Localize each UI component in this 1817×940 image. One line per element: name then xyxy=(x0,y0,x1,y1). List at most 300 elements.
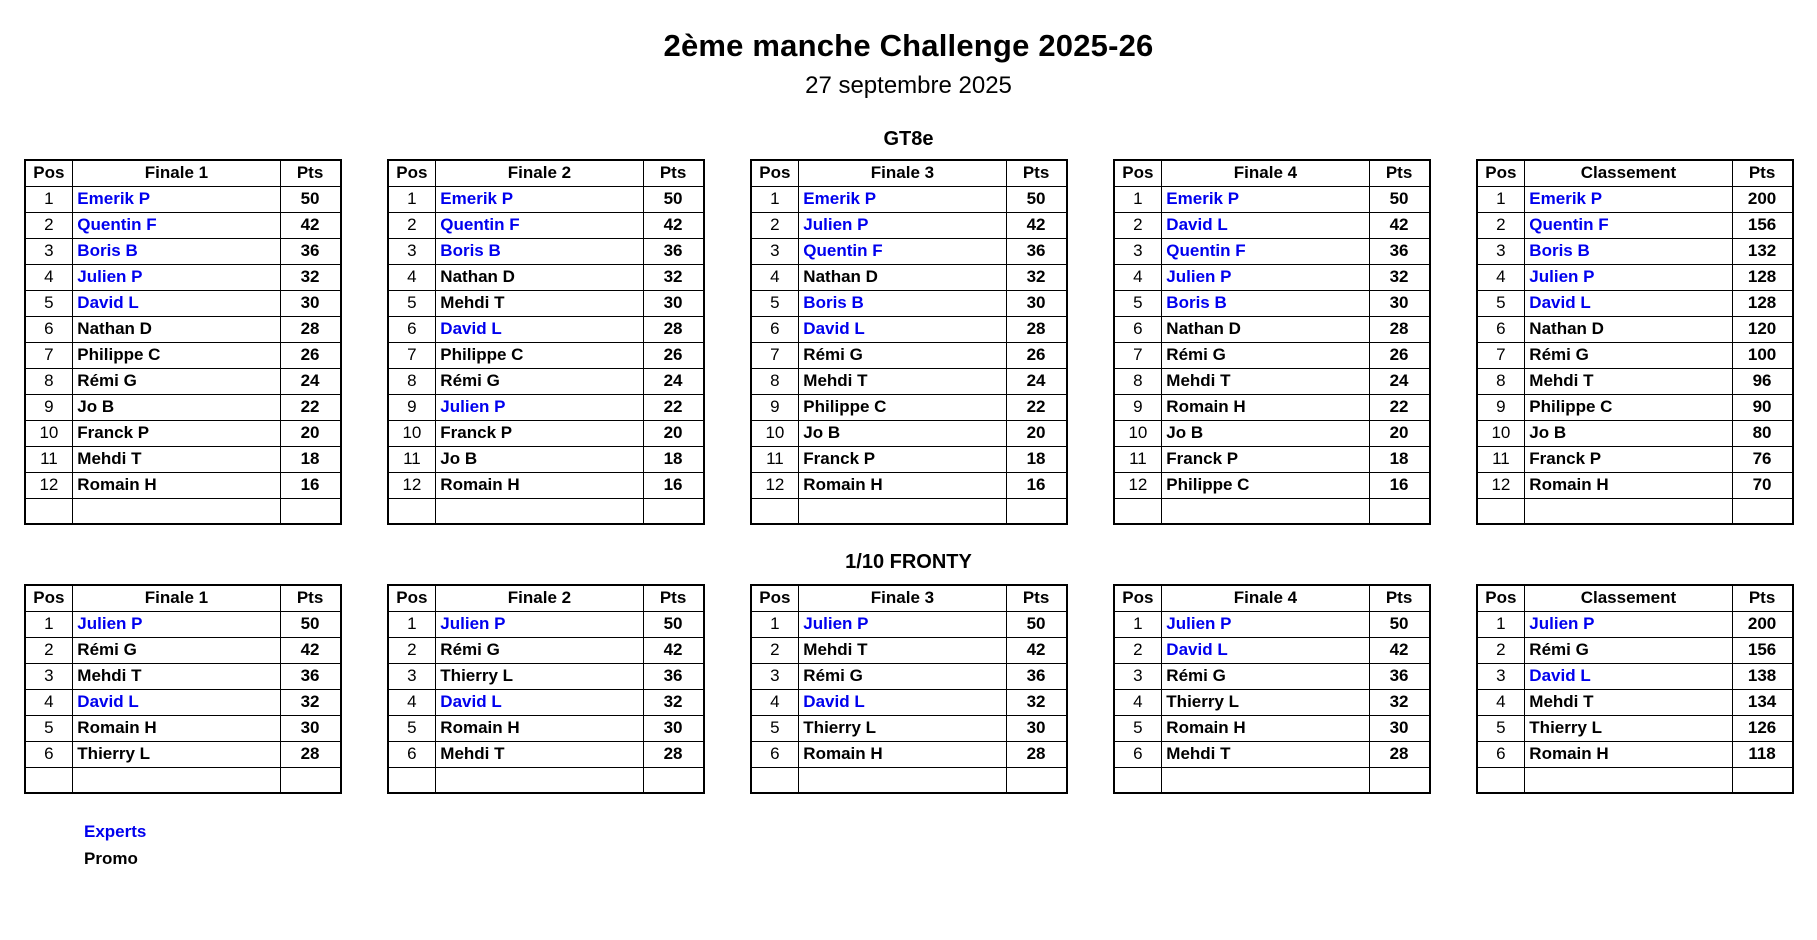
column-header-title: Finale 2 xyxy=(436,585,643,611)
cell-driver-name: Mehdi T xyxy=(1525,689,1732,715)
column-header-title: Finale 4 xyxy=(1162,585,1369,611)
cell-points: 26 xyxy=(280,342,340,368)
cell-driver-name: David L xyxy=(73,290,280,316)
cell-driver-name: Mehdi T xyxy=(1525,368,1732,394)
cell-empty xyxy=(1162,767,1369,793)
cell-empty xyxy=(280,498,340,524)
table-row xyxy=(388,186,704,212)
table-row xyxy=(25,420,341,446)
table-row xyxy=(1114,186,1430,212)
cell-driver-name: Rémi G xyxy=(1525,637,1732,663)
table-spacer-row xyxy=(25,767,341,793)
cell-driver-name: Julien P xyxy=(436,611,643,637)
cell-points: 28 xyxy=(280,741,340,767)
table-row xyxy=(25,212,341,238)
cell-points: 36 xyxy=(280,238,340,264)
cell-points: 32 xyxy=(1369,264,1429,290)
cell-position: 6 xyxy=(388,741,436,767)
cell-position: 3 xyxy=(751,663,799,689)
table-row xyxy=(388,689,704,715)
column-header-title: Classement xyxy=(1525,160,1732,186)
cell-position: 4 xyxy=(751,689,799,715)
cell-position: 5 xyxy=(388,715,436,741)
cell-points: 26 xyxy=(1369,342,1429,368)
cell-driver-name: Nathan D xyxy=(799,264,1006,290)
cell-position: 8 xyxy=(388,368,436,394)
table-row xyxy=(751,368,1067,394)
cell-driver-name: Romain H xyxy=(436,715,643,741)
table-row xyxy=(751,637,1067,663)
cell-position: 1 xyxy=(388,186,436,212)
cell-points: 50 xyxy=(1006,611,1066,637)
cell-points: 138 xyxy=(1732,663,1792,689)
table-header-row xyxy=(388,585,704,611)
cell-driver-name: Philippe C xyxy=(1162,472,1369,498)
cell-position: 9 xyxy=(1477,394,1525,420)
column-header-pts: Pts xyxy=(1369,160,1429,186)
column-header-pos: Pos xyxy=(25,160,73,186)
cell-points: 36 xyxy=(1369,663,1429,689)
column-header-pts: Pts xyxy=(280,160,340,186)
cell-driver-name: Boris B xyxy=(799,290,1006,316)
cell-points: 32 xyxy=(280,689,340,715)
table-row xyxy=(388,342,704,368)
cell-position: 2 xyxy=(1477,637,1525,663)
cell-empty xyxy=(388,767,436,793)
cell-empty xyxy=(1525,767,1732,793)
table-header-row xyxy=(1477,160,1793,186)
cell-empty xyxy=(1006,767,1066,793)
cell-points: 20 xyxy=(1006,420,1066,446)
cell-position: 11 xyxy=(388,446,436,472)
cell-driver-name: Mehdi T xyxy=(799,368,1006,394)
cell-position: 5 xyxy=(1477,290,1525,316)
column-header-title: Classement xyxy=(1525,585,1732,611)
cell-position: 8 xyxy=(25,368,73,394)
cell-points: 36 xyxy=(643,238,703,264)
cell-driver-name: Mehdi T xyxy=(73,663,280,689)
cell-points: 42 xyxy=(1369,212,1429,238)
cell-driver-name: Romain H xyxy=(1162,394,1369,420)
cell-empty xyxy=(1369,767,1429,793)
cell-driver-name: Romain H xyxy=(1525,741,1732,767)
tables-row-fronty xyxy=(0,584,1817,794)
cell-points: 30 xyxy=(280,715,340,741)
cell-driver-name: Romain H xyxy=(73,472,280,498)
cell-driver-name: David L xyxy=(436,316,643,342)
table-row xyxy=(751,186,1067,212)
cell-position: 5 xyxy=(388,290,436,316)
cell-empty xyxy=(25,767,73,793)
cell-driver-name: Thierry L xyxy=(1162,689,1369,715)
cell-driver-name: Jo B xyxy=(73,394,280,420)
cell-points: 50 xyxy=(280,611,340,637)
cell-points: 32 xyxy=(1006,689,1066,715)
table-row xyxy=(751,394,1067,420)
cell-position: 7 xyxy=(1477,342,1525,368)
table-spacer-row xyxy=(388,767,704,793)
section-title-gt8e: GT8e xyxy=(883,128,934,150)
cell-points: 22 xyxy=(643,394,703,420)
table-header-row xyxy=(751,585,1067,611)
cell-position: 5 xyxy=(751,715,799,741)
table-row xyxy=(388,715,704,741)
table-row xyxy=(751,472,1067,498)
cell-position: 4 xyxy=(25,689,73,715)
cell-empty xyxy=(436,498,643,524)
cell-position: 10 xyxy=(388,420,436,446)
table-row xyxy=(751,715,1067,741)
table-spacer-row xyxy=(1114,767,1430,793)
cell-driver-name: David L xyxy=(1525,290,1732,316)
cell-position: 9 xyxy=(751,394,799,420)
cell-position: 2 xyxy=(388,212,436,238)
table-row xyxy=(751,741,1067,767)
cell-driver-name: Philippe C xyxy=(436,342,643,368)
table-row xyxy=(1114,212,1430,238)
legend-promo: Promo xyxy=(84,848,138,868)
cell-points: 24 xyxy=(1006,368,1066,394)
cell-position: 4 xyxy=(1114,264,1162,290)
table-spacer-row xyxy=(388,498,704,524)
cell-position: 1 xyxy=(751,611,799,637)
table-header-row xyxy=(1114,160,1430,186)
cell-driver-name: Rémi G xyxy=(73,368,280,394)
table-row xyxy=(25,689,341,715)
table-row xyxy=(1477,637,1793,663)
cell-points: 20 xyxy=(280,420,340,446)
cell-driver-name: Boris B xyxy=(1525,238,1732,264)
cell-driver-name: Emerik P xyxy=(1162,186,1369,212)
cell-driver-name: David L xyxy=(799,316,1006,342)
table-row xyxy=(1114,394,1430,420)
cell-driver-name: Emerik P xyxy=(73,186,280,212)
cell-driver-name: Rémi G xyxy=(436,637,643,663)
table-row xyxy=(751,420,1067,446)
table-row xyxy=(1477,290,1793,316)
results-page xyxy=(0,28,1817,940)
cell-points: 134 xyxy=(1732,689,1792,715)
cell-points: 42 xyxy=(1006,637,1066,663)
cell-position: 12 xyxy=(751,472,799,498)
cell-position: 7 xyxy=(388,342,436,368)
cell-position: 2 xyxy=(25,212,73,238)
cell-driver-name: Emerik P xyxy=(1525,186,1732,212)
table-row xyxy=(751,212,1067,238)
table-row xyxy=(1114,663,1430,689)
cell-position: 3 xyxy=(751,238,799,264)
legend xyxy=(0,820,1817,871)
table-row xyxy=(25,663,341,689)
cell-position: 5 xyxy=(25,715,73,741)
cell-driver-name: Franck P xyxy=(436,420,643,446)
cell-points: 16 xyxy=(1369,472,1429,498)
cell-empty xyxy=(73,498,280,524)
cell-points: 50 xyxy=(1369,611,1429,637)
table-header-row xyxy=(388,160,704,186)
table-row xyxy=(1477,741,1793,767)
cell-driver-name: Emerik P xyxy=(799,186,1006,212)
table-row xyxy=(388,394,704,420)
table-row xyxy=(1477,394,1793,420)
column-header-pos: Pos xyxy=(1114,160,1162,186)
cell-position: 3 xyxy=(25,663,73,689)
table-row xyxy=(388,637,704,663)
table-row xyxy=(751,264,1067,290)
cell-driver-name: Nathan D xyxy=(1162,316,1369,342)
cell-position: 5 xyxy=(1477,715,1525,741)
table-row xyxy=(25,186,341,212)
cell-position: 6 xyxy=(1114,316,1162,342)
cell-points: 128 xyxy=(1732,264,1792,290)
cell-driver-name: Romain H xyxy=(799,741,1006,767)
column-header-pts: Pts xyxy=(1732,585,1792,611)
results-table xyxy=(1113,584,1431,794)
cell-empty xyxy=(1477,498,1525,524)
cell-position: 3 xyxy=(1477,238,1525,264)
cell-driver-name: David L xyxy=(799,689,1006,715)
cell-driver-name: Nathan D xyxy=(436,264,643,290)
cell-points: 30 xyxy=(1006,290,1066,316)
cell-points: 70 xyxy=(1732,472,1792,498)
results-table xyxy=(1476,159,1794,525)
cell-points: 32 xyxy=(643,264,703,290)
cell-points: 26 xyxy=(643,342,703,368)
cell-position: 3 xyxy=(388,663,436,689)
table-row xyxy=(1114,420,1430,446)
table-row xyxy=(1114,611,1430,637)
cell-driver-name: Rémi G xyxy=(799,663,1006,689)
cell-points: 18 xyxy=(643,446,703,472)
column-header-title: Finale 2 xyxy=(436,160,643,186)
column-header-pts: Pts xyxy=(643,585,703,611)
table-row xyxy=(1114,472,1430,498)
table-row xyxy=(388,368,704,394)
cell-driver-name: Quentin F xyxy=(1162,238,1369,264)
cell-driver-name: Boris B xyxy=(73,238,280,264)
cell-position: 3 xyxy=(1114,663,1162,689)
cell-position: 6 xyxy=(1477,316,1525,342)
column-header-pts: Pts xyxy=(1732,160,1792,186)
cell-position: 4 xyxy=(388,689,436,715)
cell-points: 28 xyxy=(643,316,703,342)
cell-points: 32 xyxy=(1369,689,1429,715)
column-header-pos: Pos xyxy=(1477,585,1525,611)
results-table xyxy=(24,584,342,794)
cell-position: 9 xyxy=(25,394,73,420)
table-row xyxy=(1114,689,1430,715)
cell-driver-name: Julien P xyxy=(73,264,280,290)
cell-position: 11 xyxy=(1477,446,1525,472)
table-row xyxy=(1477,212,1793,238)
cell-position: 1 xyxy=(388,611,436,637)
cell-empty xyxy=(799,498,1006,524)
cell-position: 6 xyxy=(751,316,799,342)
cell-points: 32 xyxy=(1006,264,1066,290)
table-spacer-row xyxy=(751,498,1067,524)
cell-driver-name: Philippe C xyxy=(799,394,1006,420)
cell-driver-name: Julien P xyxy=(1162,611,1369,637)
cell-position: 2 xyxy=(1114,212,1162,238)
cell-points: 36 xyxy=(1006,238,1066,264)
table-row xyxy=(25,394,341,420)
cell-points: 30 xyxy=(1006,715,1066,741)
cell-position: 4 xyxy=(1477,264,1525,290)
cell-position: 2 xyxy=(388,637,436,663)
cell-position: 2 xyxy=(751,637,799,663)
cell-driver-name: Jo B xyxy=(799,420,1006,446)
cell-position: 3 xyxy=(1114,238,1162,264)
cell-driver-name: Mehdi T xyxy=(73,446,280,472)
cell-driver-name: Mehdi T xyxy=(799,637,1006,663)
cell-position: 10 xyxy=(25,420,73,446)
cell-position: 1 xyxy=(1114,611,1162,637)
cell-driver-name: Julien P xyxy=(1525,611,1732,637)
cell-position: 4 xyxy=(1477,689,1525,715)
table-row xyxy=(1477,316,1793,342)
cell-points: 50 xyxy=(1369,186,1429,212)
cell-points: 28 xyxy=(280,316,340,342)
cell-driver-name: Rémi G xyxy=(1525,342,1732,368)
results-table xyxy=(750,159,1068,525)
cell-points: 156 xyxy=(1732,212,1792,238)
cell-position: 9 xyxy=(1114,394,1162,420)
cell-points: 42 xyxy=(280,637,340,663)
cell-position: 6 xyxy=(388,316,436,342)
cell-empty xyxy=(280,767,340,793)
cell-driver-name: Julien P xyxy=(1525,264,1732,290)
cell-position: 6 xyxy=(751,741,799,767)
cell-driver-name: Rémi G xyxy=(436,368,643,394)
cell-empty xyxy=(1114,498,1162,524)
cell-driver-name: Romain H xyxy=(1525,472,1732,498)
cell-points: 50 xyxy=(280,186,340,212)
cell-position: 4 xyxy=(1114,689,1162,715)
cell-points: 16 xyxy=(280,472,340,498)
cell-empty xyxy=(436,767,643,793)
cell-driver-name: Romain H xyxy=(799,472,1006,498)
table-row xyxy=(25,637,341,663)
cell-position: 8 xyxy=(751,368,799,394)
table-row xyxy=(1477,342,1793,368)
cell-empty xyxy=(751,498,799,524)
cell-position: 8 xyxy=(1114,368,1162,394)
cell-position: 3 xyxy=(25,238,73,264)
table-row xyxy=(1114,290,1430,316)
cell-position: 11 xyxy=(1114,446,1162,472)
cell-position: 1 xyxy=(25,611,73,637)
cell-points: 24 xyxy=(643,368,703,394)
cell-driver-name: Thierry L xyxy=(436,663,643,689)
column-header-title: Finale 3 xyxy=(799,585,1006,611)
table-spacer-row xyxy=(751,767,1067,793)
cell-points: 42 xyxy=(643,212,703,238)
table-row xyxy=(25,264,341,290)
column-header-title: Finale 4 xyxy=(1162,160,1369,186)
cell-driver-name: Julien P xyxy=(73,611,280,637)
results-table xyxy=(387,159,705,525)
table-row xyxy=(1477,420,1793,446)
table-row xyxy=(388,472,704,498)
cell-points: 50 xyxy=(1006,186,1066,212)
table-row xyxy=(1477,264,1793,290)
cell-points: 42 xyxy=(1369,637,1429,663)
section-title-fronty: 1/10 FRONTY xyxy=(845,551,972,573)
cell-driver-name: Quentin F xyxy=(73,212,280,238)
cell-driver-name: Philippe C xyxy=(73,342,280,368)
cell-position: 12 xyxy=(1114,472,1162,498)
cell-driver-name: Thierry L xyxy=(799,715,1006,741)
cell-position: 12 xyxy=(25,472,73,498)
cell-driver-name: Mehdi T xyxy=(436,290,643,316)
cell-driver-name: Mehdi T xyxy=(436,741,643,767)
column-header-title: Finale 3 xyxy=(799,160,1006,186)
cell-driver-name: Thierry L xyxy=(73,741,280,767)
cell-points: 50 xyxy=(643,611,703,637)
cell-position: 7 xyxy=(25,342,73,368)
cell-position: 4 xyxy=(751,264,799,290)
column-header-title: Finale 1 xyxy=(73,585,280,611)
cell-driver-name: David L xyxy=(73,689,280,715)
cell-points: 100 xyxy=(1732,342,1792,368)
table-row xyxy=(751,238,1067,264)
table-row xyxy=(25,290,341,316)
cell-position: 4 xyxy=(388,264,436,290)
cell-points: 28 xyxy=(1369,316,1429,342)
column-header-pos: Pos xyxy=(751,160,799,186)
cell-driver-name: Franck P xyxy=(1525,446,1732,472)
cell-points: 26 xyxy=(1006,342,1066,368)
table-row xyxy=(1477,446,1793,472)
cell-points: 22 xyxy=(1006,394,1066,420)
table-row xyxy=(1114,446,1430,472)
cell-points: 156 xyxy=(1732,637,1792,663)
column-header-pos: Pos xyxy=(1114,585,1162,611)
results-table xyxy=(387,584,705,794)
cell-driver-name: Thierry L xyxy=(1525,715,1732,741)
cell-position: 6 xyxy=(1114,741,1162,767)
cell-points: 80 xyxy=(1732,420,1792,446)
cell-position: 10 xyxy=(1477,420,1525,446)
cell-driver-name: David L xyxy=(436,689,643,715)
table-row xyxy=(1114,342,1430,368)
cell-position: 1 xyxy=(25,186,73,212)
cell-driver-name: Rémi G xyxy=(1162,342,1369,368)
cell-points: 20 xyxy=(643,420,703,446)
table-row xyxy=(388,290,704,316)
table-row xyxy=(388,264,704,290)
cell-driver-name: Jo B xyxy=(1525,420,1732,446)
table-row xyxy=(388,741,704,767)
cell-position: 6 xyxy=(25,741,73,767)
table-header-row xyxy=(25,160,341,186)
cell-points: 96 xyxy=(1732,368,1792,394)
cell-points: 76 xyxy=(1732,446,1792,472)
cell-position: 1 xyxy=(1477,611,1525,637)
table-spacer-row xyxy=(1477,767,1793,793)
cell-points: 36 xyxy=(280,663,340,689)
cell-driver-name: David L xyxy=(1162,637,1369,663)
cell-position: 6 xyxy=(1477,741,1525,767)
table-row xyxy=(388,316,704,342)
page-title: 2ème manche Challenge 2025-26 xyxy=(663,28,1154,63)
table-row xyxy=(1477,238,1793,264)
table-row xyxy=(388,663,704,689)
cell-points: 16 xyxy=(643,472,703,498)
column-header-pos: Pos xyxy=(1477,160,1525,186)
cell-points: 28 xyxy=(1006,316,1066,342)
results-table xyxy=(750,584,1068,794)
